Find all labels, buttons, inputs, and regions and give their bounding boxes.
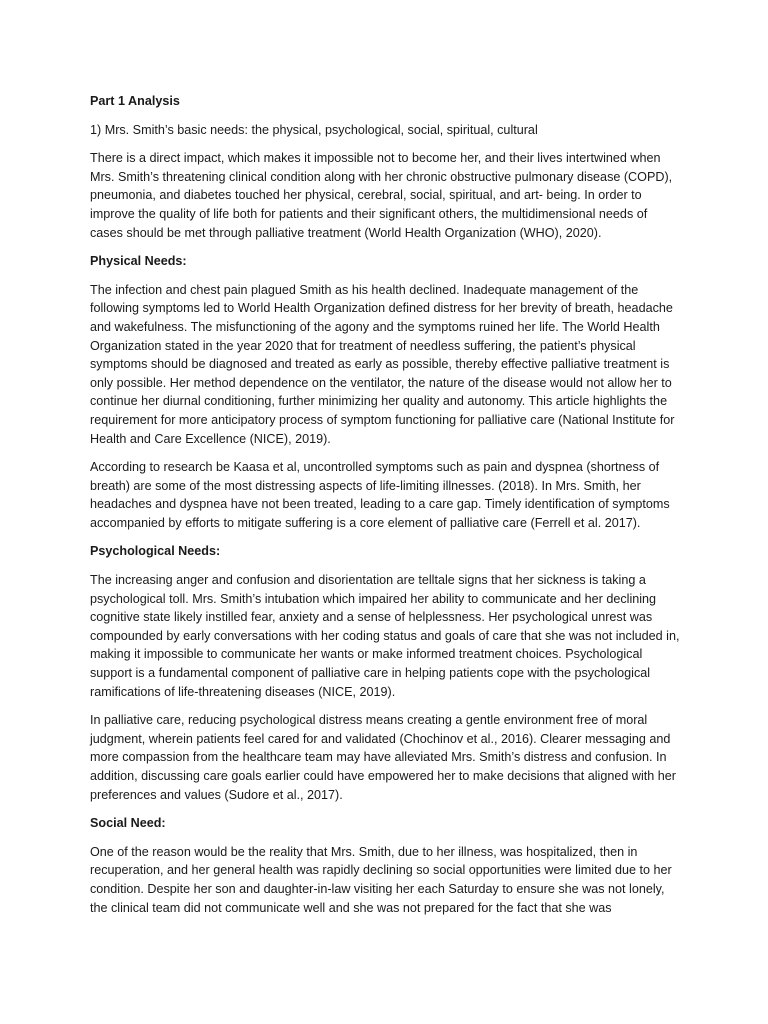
document-page bbox=[90, 92, 680, 927]
physical-paragraph-1: The infection and chest pain plagued Smith as his health declined. Inadequate management of the following symptoms led to World Health Organization defined distress for her brevity of breath, headache and wakefulness. The misfunctioning of the agony and the symptoms ruined her life. The World Health Organization stated in the year 2020 that for treatment of needless suffering, the patient’s physical symptoms should be diagnosed and treated as early as possible, thereby effective palliative treatment is only possible. Her method dependence on the ventilator, the nature of the disease would not allow her to continue her diurnal conditioning, further minimizing her quality and autonomy. This article highlights the requirement for more anticipatory process of symptom functioning for palliative care (National Institute for Health and Care Excellence (NICE), 2019). bbox=[90, 282, 675, 446]
section-heading-physical: Physical Needs: bbox=[90, 254, 187, 269]
physical-paragraph-2: According to research be Kaasa et al, uncontrolled symptoms such as pain and dyspnea (shortness of breath) are some of the most distressing aspects of life-limiting illnesses. (2018). In Mrs. Smith, her headaches and dyspnea have not been treated, leading to a care gap. Timely identification of symptoms accompanied by efforts to mitigate suffering is a core element of palliative care (Ferrell et al. 2017). bbox=[90, 460, 670, 530]
section-heading-psychological: Psychological Needs: bbox=[90, 544, 221, 559]
document-title: Part 1 Analysis bbox=[90, 94, 180, 108]
social-paragraph-1: One of the reason would be the reality that Mrs. Smith, due to her illness, was hospitalized, then in recuperation, and her general health was rapidly declining so social opportunities were limited due to her condition. Despite her son and daughter-in-law visiting her each Saturday to ensure she was not lonely, the clinical team did not communicate well and she was not prepared for the fact that she was bbox=[90, 844, 672, 915]
intro-item: 1) Mrs. Smith’s basic needs: the physical, psychological, social, spiritual, cultural bbox=[90, 122, 538, 137]
psychological-paragraph-2: In palliative care, reducing psychological distress means creating a gentle environment free of moral judgment, wherein patients feel cared for and validated (Chochinov et al., 2016). Clearer messaging and more compassion from the healthcare team may have alleviated Mrs. Smith’s distress and confusion. In addition, discussing care goals earlier could have empowered her to make decisions that aligned with her preferences and values (Sudore et al., 2017). bbox=[90, 713, 676, 802]
section-heading-social: Social Need: bbox=[90, 816, 166, 831]
intro-paragraph: There is a direct impact, which makes it impossible not to become her, and their lives intertwined when Mrs. Smith’s threatening clinical condition along with her chronic obstructive pulmonary disease (COPD), pneumonia, and diabetes touched her physical, cerebral, social, spiritual, and art- being. In order to improve the quality of life both for patients and their significant others, the multidimensional needs of cases should be met through palliative treatment (World Health Organization (WHO), 2020). bbox=[90, 151, 673, 240]
psychological-paragraph-1: The increasing anger and confusion and disorientation are telltale signs that her sickness is taking a psychological toll. Mrs. Smith’s intubation which impaired her ability to communicate and her declining cognitive state likely instilled fear, anxiety and a sense of helplessness. Her psychological unrest was compounded by early conversations with her coding status and goals of care that she was not included in, making it impossible to communicate her wants or make informed treatment choices. Psychological support is a fundamental component of palliative care in helping patients cope with the psychological ramifications of life-threatening diseases (NICE, 2019). bbox=[90, 573, 680, 699]
